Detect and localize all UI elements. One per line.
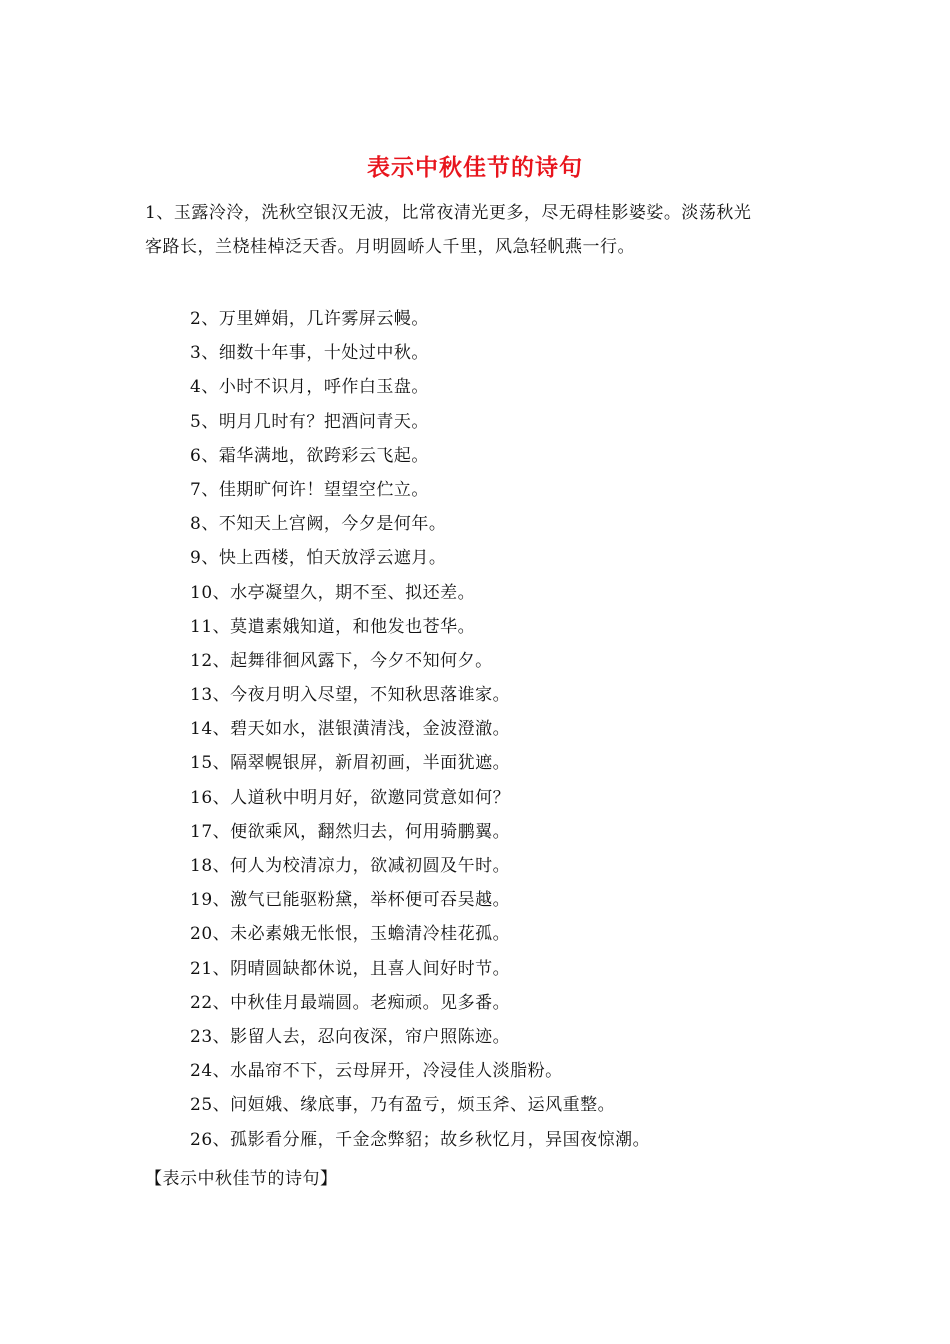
verse-item: 11、莫遣素娥知道，和他发也苍华。	[190, 616, 476, 637]
verse-item: 7、佳期旷何许！望望空伫立。	[190, 479, 429, 500]
verse-item: 13、今夜月明入尽望，不知秋思落谁家。	[190, 685, 511, 706]
verse-item: 3、细数十年事，十处过中秋。	[190, 343, 429, 364]
verse-item: 25、问姮娥、缘底事，乃有盈亏，烦玉斧、运风重整。	[190, 1095, 616, 1116]
verse-item: 26、孤影看分雁，千金念弊貂；故乡秋忆月，异国夜惊潮。	[190, 1129, 651, 1150]
verse-item: 22、中秋佳月最端圆。老痴顽。见多番。	[190, 992, 511, 1013]
verse-item: 20、未必素娥无怅恨，玉蟾清冷桂花孤。	[190, 924, 511, 945]
verse-item: 4、小时不识月，呼作白玉盘。	[190, 377, 429, 398]
verse-item: 15、隔翠幌银屏，新眉初画，半面犹遮。	[190, 753, 511, 774]
verse-item: 16、人道秋中明月好，欲邀同赏意如何？	[190, 787, 511, 808]
verse-item: 17、便欲乘风，翻然归去，何用骑鹏翼。	[190, 821, 511, 842]
document-title: 表示中秋佳节的诗句	[367, 155, 583, 181]
verse-list	[190, 302, 830, 1157]
verse-item: 19、激气已能驱粉黛，举杯便可吞吴越。	[190, 890, 511, 911]
verse-item: 24、水晶帘不下，云母屏开，冷浸佳人淡脂粉。	[190, 1061, 563, 1082]
intro-line: 客路长，兰桡桂棹泛天香。月明圆峤人千里，风急轻帆燕一行。	[145, 237, 635, 257]
verse-item: 9、快上西楼，怕天放浮云遮月。	[190, 548, 447, 569]
intro-line: 1、玉露泠泠，洗秋空银汉无波，比常夜清光更多，尽无碍桂影婆娑。淡荡秋光	[145, 203, 752, 223]
footer-title: 【表示中秋佳节的诗句】	[145, 1169, 338, 1189]
verse-item: 12、起舞徘徊风露下，今夕不知何夕。	[190, 650, 493, 671]
intro-paragraph	[145, 196, 825, 264]
verse-item: 21、阴晴圆缺都休说，且喜人间好时节。	[190, 958, 511, 979]
verse-item: 18、何人为校清凉力，欲减初圆及午时。	[190, 856, 511, 876]
verse-item: 2、万里婵娟，几许雾屏云幔。	[190, 309, 429, 329]
verse-item: 6、霜华满地，欲跨彩云飞起。	[190, 445, 429, 466]
verse-item: 14、碧天如水，湛银潢清浅，金波澄澈。	[190, 719, 511, 740]
verse-item: 23、影留人去，忍向夜深，帘户照陈迹。	[190, 1026, 511, 1047]
verse-item: 10、水亭凝望久，期不至、拟还差。	[190, 582, 476, 603]
verse-item: 8、不知天上宫阙，今夕是何年。	[190, 514, 447, 535]
verse-item: 5、明月几时有？把酒问青天。	[190, 411, 429, 432]
